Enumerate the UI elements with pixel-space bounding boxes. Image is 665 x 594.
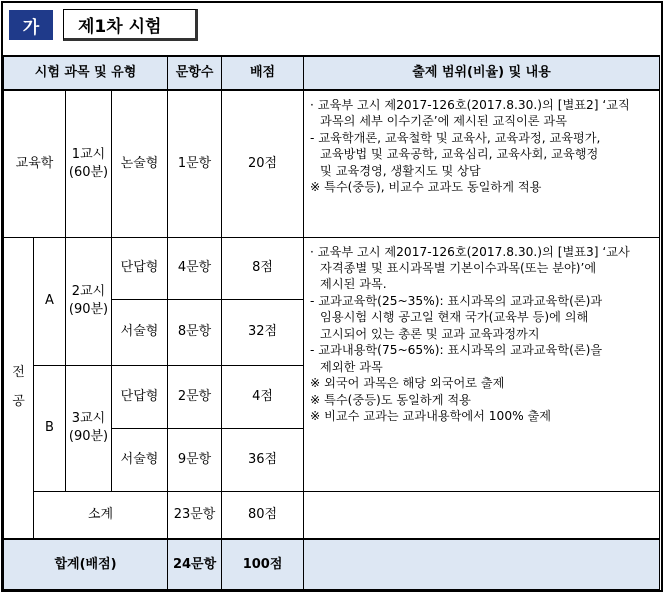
education-items: 1문항 (168, 90, 222, 237)
content-line: 제외한 과목 (320, 359, 383, 374)
section-title: 제1차 시험 (63, 9, 198, 41)
group-a-type-short: 단답형 (112, 237, 168, 299)
content-line: - 교과교육학(25~35%): 표시과목의 교과교육학(론)과 (310, 293, 603, 308)
major-content (304, 237, 660, 491)
group-a-items-essay: 8문항 (168, 299, 222, 365)
group-b-session (66, 365, 112, 491)
content-line: 교육방법 및 교육공학, 교육심리, 교육사회, 교육행정 (320, 147, 599, 162)
group-a-items-short: 4문항 (168, 237, 222, 299)
content-line: - 교육학개론, 교육철학 및 교육사, 교육과정, 교육평가, (310, 130, 601, 145)
group-b-points-essay: 36점 (222, 428, 304, 491)
education-content (304, 90, 660, 237)
group-a-session-label: 2교시 (71, 284, 106, 300)
education-session-label: 1교시 (71, 147, 106, 163)
education-row (4, 90, 660, 237)
group-a-session (66, 237, 112, 365)
content-line: 고시되어 있는 총론 및 교과 교육과정까지 (320, 326, 540, 341)
group-b-session-duration: (90분) (68, 429, 109, 444)
group-a-name: A (34, 237, 66, 365)
total-empty (304, 539, 660, 590)
content-line: 임용시험 시행 공고일 현재 국가(교육부 등)에 의해 (320, 310, 589, 325)
subtotal-items: 23문항 (168, 491, 222, 539)
major-label-char: 공 (12, 393, 25, 409)
group-b-items-short: 2문항 (168, 365, 222, 428)
header-items: 문항수 (168, 56, 222, 90)
education-session (66, 90, 112, 237)
total-row (4, 539, 660, 590)
group-a-points-short: 8점 (222, 237, 304, 299)
header-subject: 시험 과목 및 유형 (4, 56, 168, 90)
header-scope: 출제 범위(비율) 및 내용 (304, 56, 660, 90)
education-points: 20점 (222, 90, 304, 237)
header-points: 배점 (222, 56, 304, 90)
group-a-points-essay: 32점 (222, 299, 304, 365)
content-line: - 교과내용학(75~65%): 표시과목의 교과교육학(론)을 (310, 343, 603, 358)
content-line: ※ 특수(중등), 비교수 교과도 동일하게 적용 (310, 180, 542, 195)
group-b-name: B (34, 365, 66, 491)
content-line: · 교육부 고시 제2017-126호(2017.8.30.)의 [별표2] ‘교직 (310, 98, 630, 112)
education-type: 논술형 (112, 90, 168, 237)
group-b-type-essay: 서술형 (112, 428, 168, 491)
content-line: 자격종별 및 표시과목별 기본이수과목(또는 분야)’에 (320, 260, 597, 275)
total-points: 100점 (222, 539, 304, 590)
group-b-type-short: 단답형 (112, 365, 168, 428)
content-line: ※ 외국어 과목은 해당 외국어로 출제 (310, 376, 505, 391)
group-a-session-duration: (90분) (68, 302, 109, 317)
content-line: 및 교육경영, 생활지도 및 상담 (320, 163, 481, 178)
group-b-session-label: 3교시 (71, 411, 106, 427)
major-label (4, 237, 34, 539)
section-badge: 가 (9, 10, 53, 40)
subtotal-points: 80점 (222, 491, 304, 539)
group-b-points-short: 4점 (222, 365, 304, 428)
content-line: ※ 비교수 교과는 교과내용학에서 100% 출제 (310, 409, 552, 424)
content-line: 과목의 세부 이수기준’에 제시된 교직이론 과목 (320, 114, 567, 129)
total-items: 24문항 (168, 539, 222, 590)
content-line: · 교육부 고시 제2017-126호(2017.8.30.)의 [별표3] ‘교사 (310, 244, 630, 259)
subtotal-label: 소계 (34, 491, 168, 539)
group-a-type-essay: 서술형 (112, 299, 168, 365)
group-b-items-essay: 9문항 (168, 428, 222, 491)
subtotal-row (4, 491, 660, 539)
exam-table (3, 55, 660, 591)
content-line: ※ 특수(중등)도 동일하게 적용 (310, 392, 471, 407)
content-line: 제시된 과목. (320, 277, 387, 292)
subtotal-empty (304, 491, 660, 539)
total-label: 합계(배점) (4, 539, 168, 590)
major-a-short-row (4, 237, 660, 299)
education-session-duration: (60분) (68, 164, 109, 180)
major-label-char: 전 (12, 365, 25, 381)
education-subject: 교육학 (4, 90, 66, 237)
